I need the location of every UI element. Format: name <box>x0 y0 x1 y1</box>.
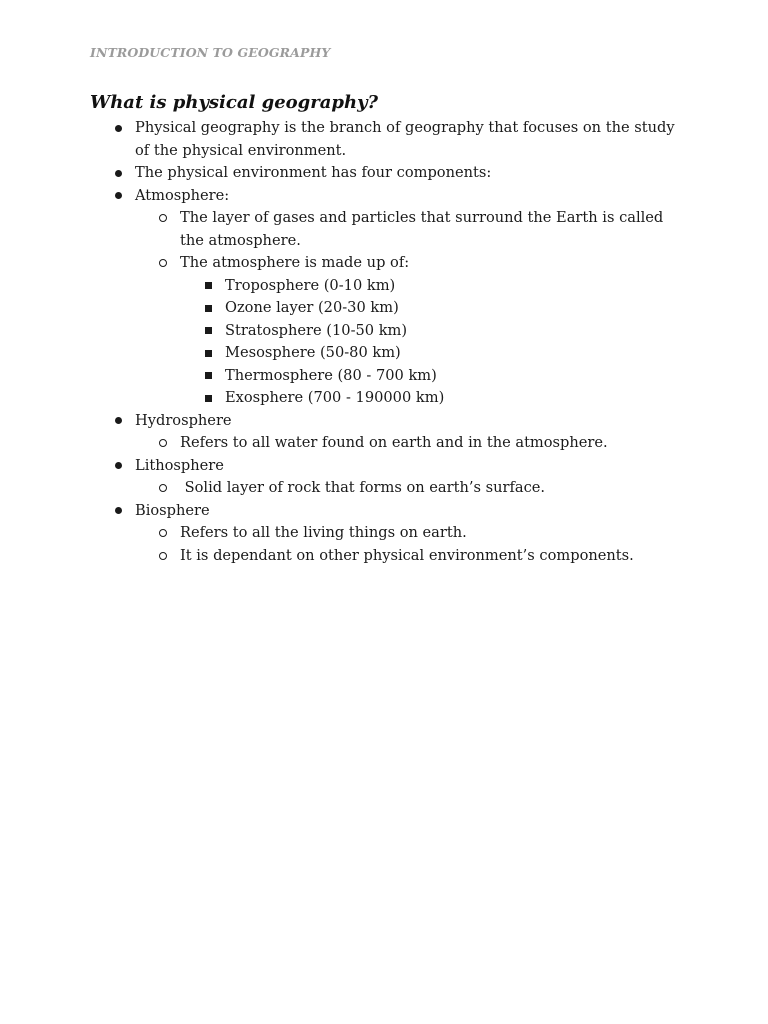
layer-item-text: Ozone layer (20-30 km) <box>225 299 399 316</box>
list-item-atmosphere <box>90 185 680 410</box>
sub-list-item-text: Solid layer of rock that forms on earth’s surface. <box>180 479 546 496</box>
bullet-list <box>90 117 680 567</box>
list-item-text: Atmosphere: <box>135 186 230 204</box>
list-item-text: Biosphere <box>135 501 210 519</box>
layer-item-text: Thermosphere (80 - 700 km) <box>225 366 437 384</box>
bullet-square-icon <box>202 342 214 365</box>
layer-item <box>180 275 680 298</box>
sub-list-item-text: The atmosphere is made up of: <box>180 254 410 271</box>
layer-item <box>180 387 680 410</box>
layer-item-text: Exosphere (700 - 190000 km) <box>225 389 445 406</box>
layer-item-text: Stratosphere (10-50 km) <box>225 321 408 339</box>
list-item-text: Physical geography is the branch of geography that focuses on the study of the physical environment. <box>135 119 675 159</box>
bullet-circle-icon <box>157 252 169 275</box>
sub-list-item-text: Refers to all the living things on earth. <box>180 524 467 541</box>
sub-list-item-text: The layer of gases and particles that surround the Earth is called the atmosphere. <box>180 209 664 249</box>
layers-list <box>180 275 680 410</box>
sub-list <box>135 522 680 567</box>
layer-item-text: Mesosphere (50-80 km) <box>225 344 401 361</box>
bullet-circle-icon <box>157 477 169 500</box>
sub-list-item-text: Refers to all water found on earth and in the atmosphere. <box>180 434 608 451</box>
bullet-circle-icon <box>157 432 169 455</box>
running-header: INTRODUCTION TO GEOGRAPHY <box>90 45 331 60</box>
bullet-circle-icon <box>157 545 169 568</box>
sub-list-item <box>135 252 680 410</box>
bullet-square-icon <box>202 275 214 298</box>
list-item-biosphere <box>90 500 680 568</box>
bullet-dot-icon <box>112 500 124 523</box>
layer-item <box>180 297 680 320</box>
list-item-text: Hydrosphere <box>135 411 232 429</box>
bullet-square-icon <box>202 365 214 388</box>
layer-item-text: Troposphere (0-10 km) <box>225 276 396 294</box>
sub-list <box>135 432 680 455</box>
sub-list-item <box>135 477 680 500</box>
layer-item <box>180 365 680 388</box>
bullet-dot-icon <box>112 410 124 433</box>
layer-item <box>180 342 680 365</box>
list-item-lithosphere <box>90 455 680 500</box>
bullet-square-icon <box>202 387 214 410</box>
sub-list-item <box>135 522 680 545</box>
list-item <box>90 117 680 162</box>
bullet-dot-icon <box>112 185 124 208</box>
layer-item <box>180 320 680 343</box>
sub-list-item <box>135 432 680 455</box>
list-item-text: Lithosphere <box>135 456 224 474</box>
list-item-hydrosphere <box>90 410 680 455</box>
bullet-square-icon <box>202 320 214 343</box>
bullet-list-container <box>90 117 680 567</box>
list-item-text: The physical environment has four components: <box>135 164 492 181</box>
bullet-circle-icon <box>157 522 169 545</box>
bullet-dot-icon <box>112 455 124 478</box>
sub-list <box>135 477 680 500</box>
sub-list <box>135 207 680 410</box>
section-heading: What is physical geography? <box>90 92 379 113</box>
bullet-circle-icon <box>157 207 169 230</box>
sub-list-item <box>135 545 680 568</box>
bullet-dot-icon <box>112 162 124 185</box>
sub-list-item <box>135 207 680 252</box>
list-item <box>90 162 680 185</box>
bullet-dot-icon <box>112 117 124 140</box>
bullet-square-icon <box>202 297 214 320</box>
sub-list-item-text: It is dependant on other physical environment’s components. <box>180 546 634 564</box>
